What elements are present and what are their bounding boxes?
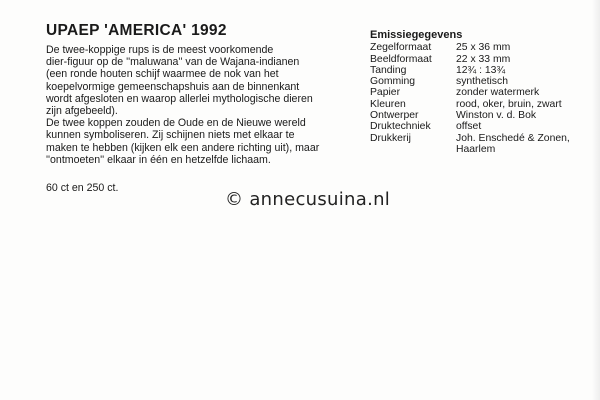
- emission-row: [370, 133, 585, 156]
- emission-value: synthetisch: [456, 76, 508, 88]
- emission-value: 12¾ : 13¾: [456, 64, 506, 76]
- description-text: [46, 44, 366, 166]
- document-title: UPAEP 'AMERICA' 1992: [46, 22, 227, 39]
- description-paragraph-2: De twee koppen zouden de Oude en de Nieuwe wereld kunnen symboliseren. Zij schijnen niets met elkaar te maken te hebben (kijken elk een andere richting uit), maar ''ontmoeten'' elkaar in één en hetzelfde lichaam.: [46, 117, 320, 166]
- denominations: 60 ct en 250 ct.: [46, 182, 119, 194]
- emission-key: Zegelformaat: [370, 42, 432, 54]
- emission-row: [370, 65, 585, 76]
- emission-key: Kleuren: [370, 98, 406, 110]
- emission-details: [370, 30, 585, 155]
- emission-value: 25 x 36 mm: [456, 42, 511, 54]
- emission-key: Druktechniek: [370, 121, 431, 133]
- emission-rows: [370, 42, 585, 155]
- emission-key: Papier: [370, 87, 401, 99]
- emission-key: Tanding: [370, 64, 407, 76]
- emission-key: Gomming: [370, 76, 416, 88]
- emission-row: [370, 76, 585, 87]
- emission-row: [370, 121, 585, 132]
- emission-value: Joh. Enschedé & Zonen, Haarlem: [456, 132, 570, 155]
- emission-heading: Emissiegegevens: [370, 29, 463, 41]
- emission-row: [370, 42, 585, 53]
- emission-key: Ontwerper: [370, 110, 419, 122]
- emission-row: [370, 54, 585, 65]
- emission-value: 22 x 33 mm: [456, 53, 511, 65]
- page-edge-shadow: [592, 0, 600, 400]
- emission-value: rood, oker, bruin, zwart: [456, 98, 562, 110]
- emission-key: Beeldformaat: [370, 53, 432, 65]
- emission-key: Drukkerij: [370, 132, 411, 144]
- emission-value: offset: [456, 121, 482, 133]
- copyright-watermark: © annecusuina.nl: [225, 189, 391, 210]
- emission-row: [370, 87, 585, 98]
- description-paragraph-1: De twee-koppige rups is de meest voorkomende dier-figuur op de ''maluwana'' van de Wajana-indianen (een ronde houten schijf waarmee de nok van het koepelvormige gemeenschapshuis aan de binnenkant wordt afgesloten en waarop allerlei mythologische dieren zijn afgebeeld).: [46, 44, 313, 118]
- emission-row: [370, 99, 585, 110]
- emission-row: [370, 110, 585, 121]
- emission-value: Winston v. d. Bok: [456, 110, 537, 122]
- emission-value: zonder watermerk: [456, 87, 540, 99]
